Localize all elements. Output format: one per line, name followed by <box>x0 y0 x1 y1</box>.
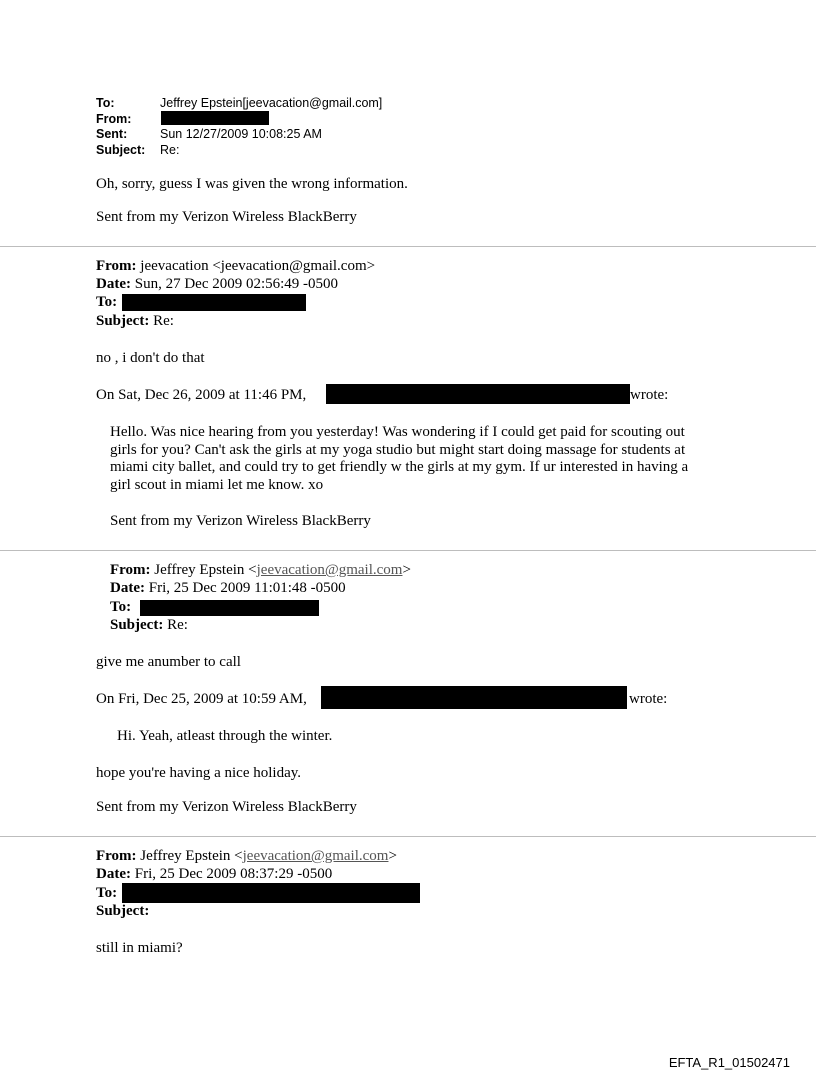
message-3-from <box>110 561 411 579</box>
message-1-body: Oh, sorry, guess I was given the wrong information. <box>96 176 408 192</box>
date-value: Fri, 25 Dec 2009 11:01:48 -0500 <box>144 580 346 596</box>
to-label: To: <box>96 294 118 310</box>
message-2-signature: Sent from my Verizon Wireless BlackBerry <box>110 513 371 529</box>
subject-label: Subject: <box>96 903 150 919</box>
message-2-quoted-body: Hello. Was nice hearing from you yesterday! Was wondering if I could get paid for scouting out girls for you? Can't ask the girls at my yoga studio but might start doing massage for students at miami city ballet, and could try to get friendly w the girls at my gym. If ur interested in having a girl scout in miami let me know. xo <box>110 424 689 493</box>
from-value: jeevacation <jeevacation@gmail.com> <box>136 258 376 274</box>
from-label: From: <box>96 112 132 126</box>
message-3-subject <box>110 616 188 634</box>
message-3-quoted-body: Hi. Yeah, atleast through the winter. <box>117 728 333 744</box>
to-value: Jeffrey Epstein[jeevacation@gmail.com] <box>160 96 383 110</box>
email-link[interactable]: jeevacation@gmail.com <box>256 562 403 578</box>
to-label: To: <box>96 96 115 110</box>
redaction-block <box>122 294 306 311</box>
redaction-block <box>161 111 269 125</box>
message-4-to <box>96 884 117 902</box>
message-3-extra: hope you're having a nice holiday. <box>96 765 301 781</box>
message-4-date <box>96 865 332 883</box>
message-3-to <box>110 598 131 616</box>
subject-label: Subject: <box>96 313 150 329</box>
date-value: Sun, 27 Dec 2009 02:56:49 -0500 <box>130 276 339 292</box>
redaction-block <box>122 883 420 903</box>
message-4-from <box>96 847 397 865</box>
from-label: From: <box>96 258 137 274</box>
subject-value: Re: <box>149 313 174 329</box>
sent-label: Sent: <box>96 127 128 141</box>
message-2-from <box>96 257 375 275</box>
from-close: > <box>388 848 397 864</box>
from-close: > <box>402 562 411 578</box>
redaction-block <box>140 600 319 616</box>
message-2-subject <box>96 312 174 330</box>
redaction-block <box>326 384 630 404</box>
redaction-block <box>321 686 627 709</box>
from-name: Jeffrey Epstein < <box>136 848 243 864</box>
separator-rule <box>0 836 816 837</box>
date-value: Fri, 25 Dec 2009 08:37:29 -0500 <box>130 866 333 882</box>
to-label: To: <box>96 885 118 901</box>
message-2-body: no , i don't do that <box>96 350 205 366</box>
date-label: Date: <box>96 276 131 292</box>
message-2-date <box>96 275 338 293</box>
email-link[interactable]: jeevacation@gmail.com <box>242 848 389 864</box>
message-4-subject <box>96 902 149 920</box>
separator-rule <box>0 246 816 247</box>
subject-value: Re: <box>163 617 188 633</box>
message-3-quote-prefix: On Fri, Dec 25, 2009 at 10:59 AM, <box>96 691 307 707</box>
from-label: From: <box>96 848 137 864</box>
date-label: Date: <box>110 580 145 596</box>
message-3-quote-suffix: wrote: <box>629 691 668 707</box>
message-3-body: give me anumber to call <box>96 654 241 670</box>
from-label: From: <box>110 562 151 578</box>
subject-label: Subject: <box>110 617 164 633</box>
sent-value: Sun 12/27/2009 10:08:25 AM <box>160 127 322 141</box>
date-label: Date: <box>96 866 131 882</box>
separator-rule <box>0 550 816 551</box>
message-3-date <box>110 579 346 597</box>
message-1-signature: Sent from my Verizon Wireless BlackBerry <box>96 209 357 225</box>
message-2-to <box>96 293 117 311</box>
subject-value: Re: <box>160 143 180 157</box>
message-4-body: still in miami? <box>96 940 183 956</box>
message-2-quote-suffix: wrote: <box>630 387 669 403</box>
subject-label: Subject: <box>96 143 146 157</box>
message-3-signature: Sent from my Verizon Wireless BlackBerry <box>96 799 357 815</box>
to-label: To: <box>110 599 132 615</box>
message-2-quote-prefix: On Sat, Dec 26, 2009 at 11:46 PM, <box>96 387 307 403</box>
from-name: Jeffrey Epstein < <box>150 562 257 578</box>
document-id: EFTA_R1_01502471 <box>668 1055 790 1070</box>
